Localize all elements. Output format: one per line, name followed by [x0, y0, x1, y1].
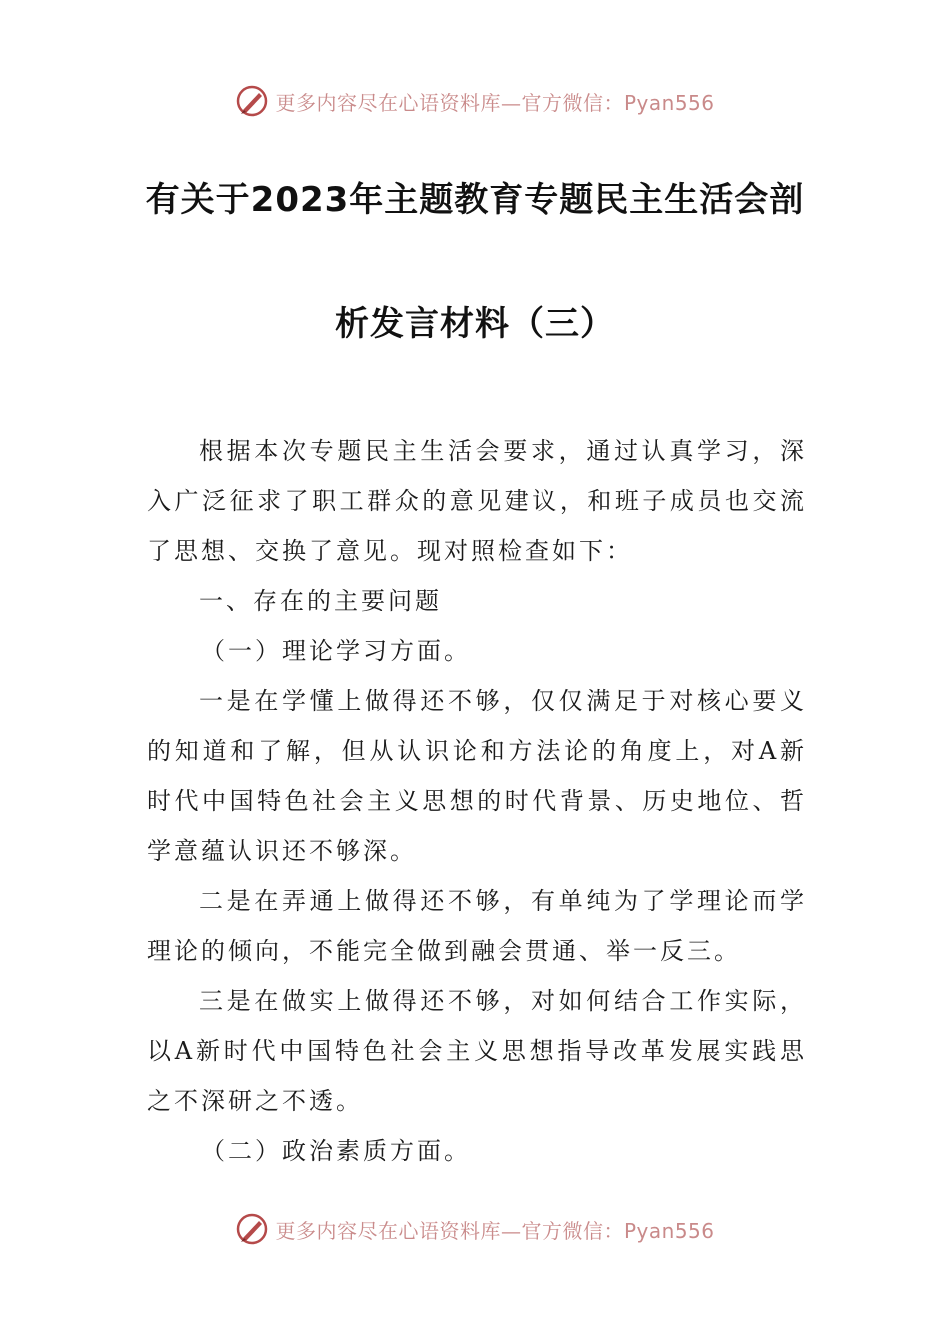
- pen-logo-icon: [235, 1212, 269, 1246]
- document-title-line-2: 析发言材料（三）: [335, 304, 615, 344]
- header-watermark: [0, 84, 950, 118]
- body-paragraph: 三是在做实上做得还不够，对如何结合工作实际，以A新时代中国特色社会主义思想指导改革发展实践思之不深研之不透。: [147, 987, 807, 1115]
- intro-paragraph: 根据本次专题民主生活会要求，通过认真学习，深入广泛征求了职工群众的意见建议，和班子成员也交流了思想、交换了意见。现对照检查如下：: [147, 437, 807, 565]
- subsection-heading: （一）理论学习方面。: [201, 637, 471, 665]
- section-heading: 一、存在的主要问题: [199, 587, 442, 615]
- document-title-line-1: 有关于2023年主题教育专题民主生活会剖: [145, 180, 805, 220]
- body-paragraph: 一是在学懂上做得还不够，仅仅满足于对核心要义的知道和了解，但从认识论和方法论的角度上，对A新时代中国特色社会主义思想的时代背景、历史地位、哲学意蕴认识还不够深。: [147, 687, 807, 865]
- document-body: [147, 426, 807, 1176]
- footer-watermark: [0, 1212, 950, 1246]
- watermark-text: 更多内容尽在心语资料库—官方微信：Pyan556: [275, 90, 715, 115]
- watermark-text: 更多内容尽在心语资料库—官方微信：Pyan556: [275, 1218, 715, 1243]
- pen-logo-icon: [235, 84, 269, 118]
- subsection-heading: （二）政治素质方面。: [201, 1137, 471, 1165]
- body-paragraph: 二是在弄通上做得还不够，有单纯为了学理论而学理论的倾向，不能完全做到融会贯通、举一反三。: [147, 887, 807, 965]
